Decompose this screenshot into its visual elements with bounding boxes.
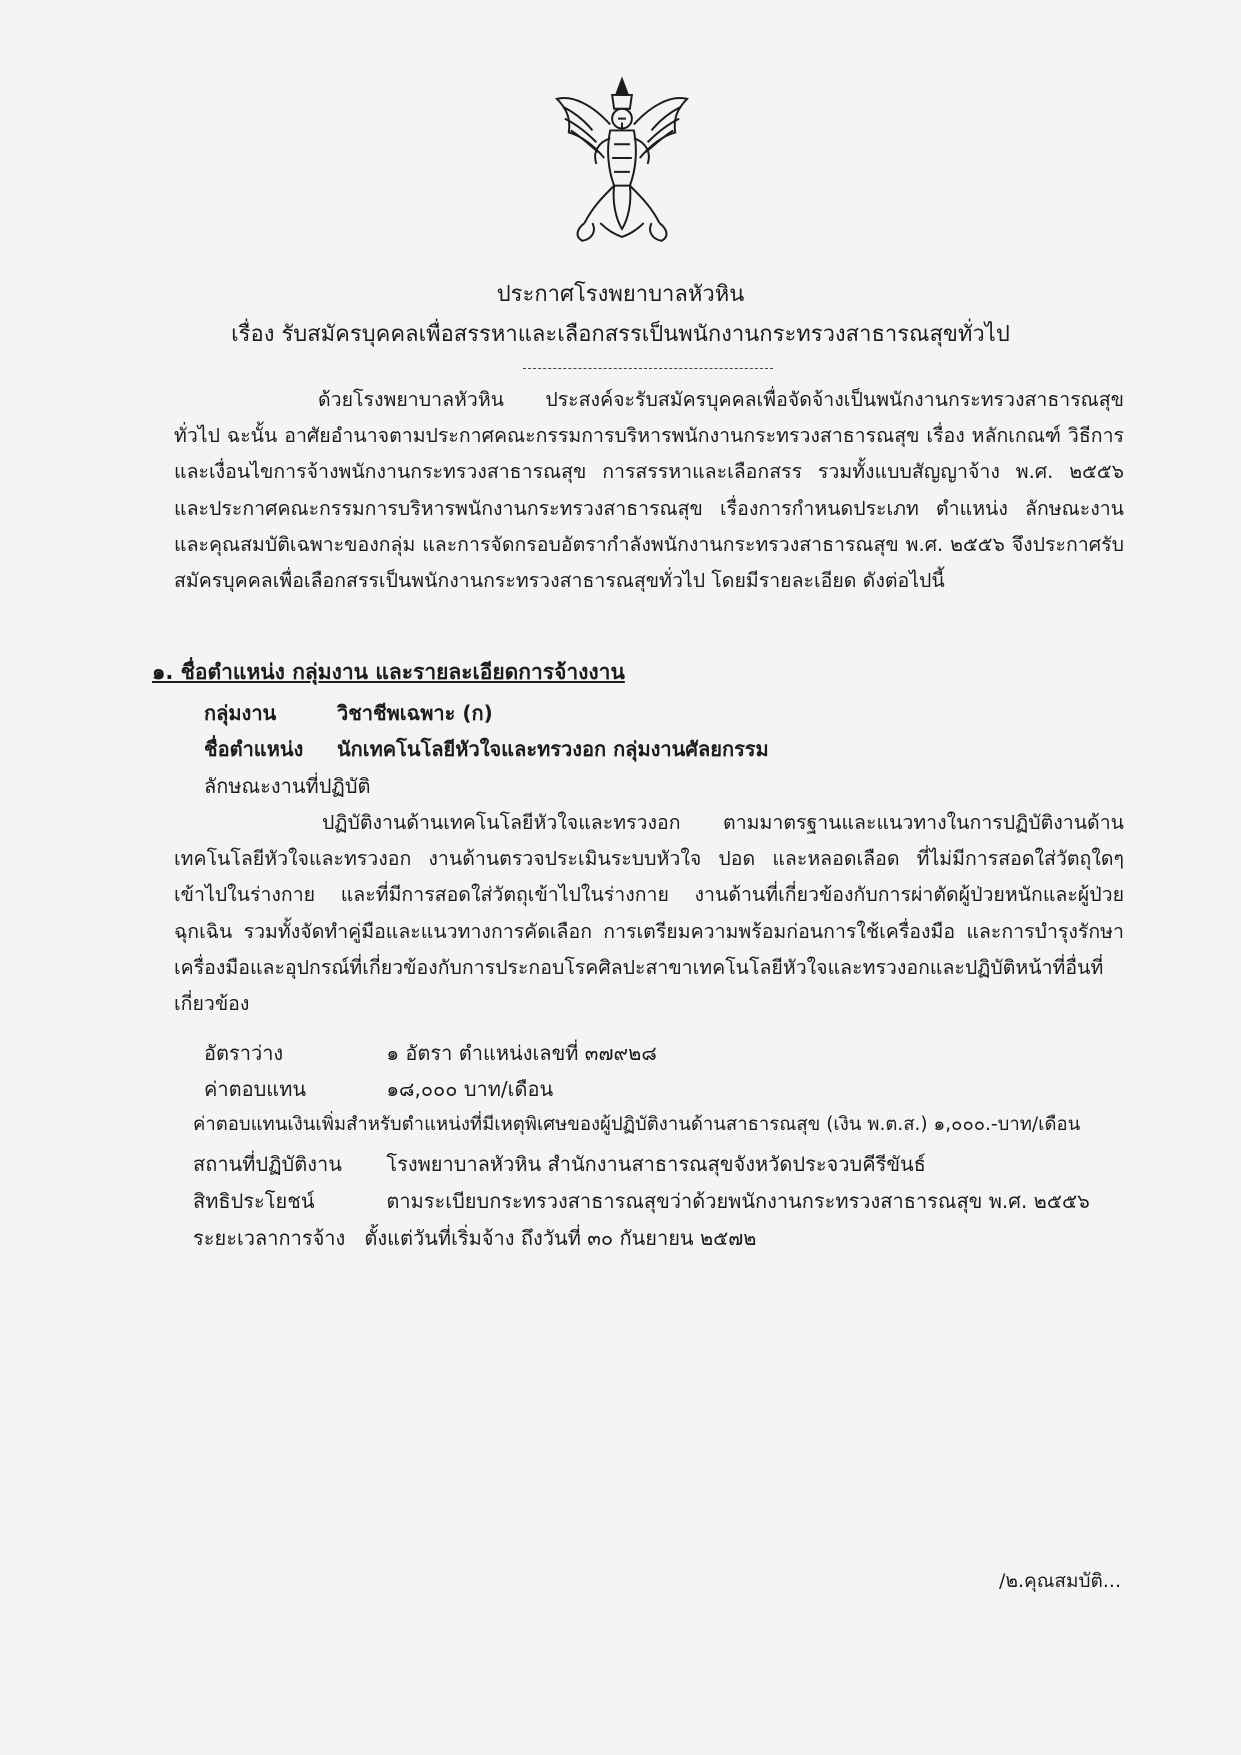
pay-value: ๑๘,๐๐๐ บาท/เดือน	[386, 1077, 554, 1101]
duty-paragraph: ปฏิบัติงานด้านเทคโนโลยีหัวใจและทรวงอก ตามมาตรฐานและแนวทางในการปฏิบัติงานด้านเทคโนโลยีหัวใจและทรวงอก งานด้านตรวจประเมินระบบหัวใจ ปอด และหลอดเลือด ที่ไม่มีการสอดใส่วัตถุใดๆ เข้าไปในร่างกาย และที่มีการสอดใส่วัตถุเข้าไปในร่างกาย งานด้านที่เกี่ยวข้องกับการผ่าตัดผู้ป่วยหนักและผู้ป่วยฉุกเฉิน รวมทั้งจัดทำคู่มือและแนวทางการคัดเลือก การเตรียมความพร้อมก่อนการใช้เครื่องมือ และการบำรุงรักษาเครื่องมือและอุปกรณ์ที่เกี่ยวข้องกับการประกอบโรคศิลปะสาขาเทคโนโลยีหัวใจและทรวงอกและปฏิบัติหน้าที่อื่นที่เกี่ยวข้อง	[174, 811, 1124, 1016]
group-value: วิชาชีพเฉพาะ (ก)	[336, 701, 493, 725]
position-label: ชื่อตำแหน่ง	[204, 737, 304, 761]
vacancy-label: อัตราว่าง	[204, 1041, 284, 1065]
duty-label: ลักษณะงานที่ปฏิบัติ	[204, 774, 371, 798]
extra-pay-note: ค่าตอบแทนเงินเพิ่มสำหรับตำแหน่งที่มีเหตุพิเศษของผู้ปฏิบัติงานด้านสาธารณสุข (เงิน พ.ต.ส.) ๑,๐๐๐.-บาท/เดือน	[193, 1114, 1081, 1135]
intro-paragraph: ด้วยโรงพยาบาลหัวหิน ประสงค์จะรับสมัครบุคคลเพื่อจัดจ้างเป็นพนักงานกระทรวงสาธารณสุขทั่วไป ฉะนั้น อาศัยอำนาจตามประกาศคณะกรรมการบริหารพนักงานกระทรวงสาธารณสุข เรื่อง หลักเกณฑ์ วิธีการ และเงื่อนไขการจ้างพนักงานกระทรวงสาธารณสุข การสรรหาและเลือกสรร รวมทั้งแบบสัญญาจ้าง พ.ศ. ๒๕๕๖ และประกาศคณะกรรมการบริหารพนักงานกระทรวงสาธารณสุข เรื่องการกำหนดประเภท ตำแหน่ง ลักษณะงานและคุณสมบัติเฉพาะของกลุ่ม และการจัดกรอบอัตรากำลังพนักงานกระทรวงสาธารณสุข พ.ศ. ๒๕๕๖ จึงประกาศรับสมัครบุคคลเพื่อเลือกสรรเป็นพนักงานกระทรวงสาธารณสุขทั่วไป โดยมีรายละเอียด ดังต่อไปนี้	[174, 388, 1124, 593]
vacancy-value: ๑ อัตรา ตำแหน่งเลขที่ ๓๗๙๒๘	[386, 1041, 657, 1065]
workplace-label: สถานที่ปฏิบัติงาน	[193, 1152, 342, 1176]
announcement-subject: เรื่อง รับสมัครบุคคลเพื่อสรรหาและเลือกสรรเป็นพนักงานกระทรวงสาธารณสุขทั่วไป	[231, 322, 1010, 347]
section-1-heading: ๑. ชื่อตำแหน่ง กลุ่มงาน และรายละเอียดการจ้างงาน	[152, 660, 625, 684]
benefit-row	[193, 1185, 1090, 1217]
vacancy-row	[204, 1037, 657, 1069]
benefit-label: สิทธิประโยชน์	[193, 1189, 315, 1213]
workplace-value: โรงพยาบาลหัวหิน สำนักงานสาธารณสุขจังหวัดประจวบคีรีขันธ์	[386, 1152, 926, 1176]
period-value: ตั้งแต่วันที่เริ่มจ้าง ถึงวันที่ ๓๐ กันยายน ๒๕๗๒	[364, 1226, 757, 1250]
pay-label: ค่าตอบแทน	[204, 1077, 307, 1101]
workplace-row	[193, 1148, 926, 1180]
period-label: ระยะเวลาการจ้าง	[193, 1226, 346, 1250]
pay-row	[204, 1073, 553, 1105]
position-value: นักเทคโนโลยีหัวใจและทรวงอก กลุ่มงานศัลยกรรม	[336, 737, 769, 761]
position-row	[204, 733, 769, 765]
period-row	[193, 1222, 757, 1254]
announcement-title: ประกาศโรงพยาบาลหัวหิน	[496, 282, 745, 307]
benefit-value: ตามระเบียบกระทรวงสาธารณสุขว่าด้วยพนักงานกระทรวงสาธารณสุข พ.ศ. ๒๕๕๖	[386, 1189, 1090, 1213]
group-row	[204, 697, 493, 729]
divider	[523, 368, 773, 369]
group-label: กลุ่มงาน	[204, 701, 277, 725]
continuation-marker: /๒.คุณสมบัติ...	[999, 1570, 1121, 1592]
garuda-emblem-icon	[553, 74, 691, 246]
